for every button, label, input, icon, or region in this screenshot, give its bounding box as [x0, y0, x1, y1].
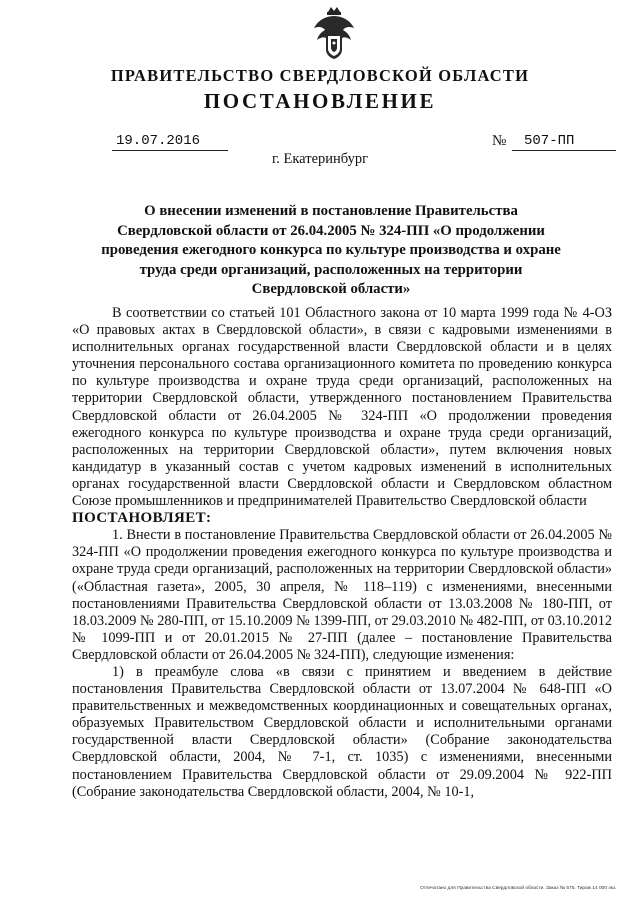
preamble-paragraph: В соответствии со статьей 101 Областного закона от 10 марта 1999 года № 4-ОЗ «О правовых актах в Свердловской области», в связи с кадровыми изменениями в исполнительных органах государственной власти Свердловской области и в целях уточнения персонального состава организационного комитета по проведению конкурса по культуре производства и охране труда среди организаций, расположенных на территории Свердловской области, утвержденного постановлением Правительства Свердловской области от 26.04.2005 № 324-ПП «О продолжении проведения ежегодного конкурса по культуре производства и охране труда среди организаций, расположенных на территории Свердловской области», путем включения новых кандидатур в указанный состав с учетом кадровых изменений в исполнительных органах государственной власти Свердловской области и Свердловском областном Союзе промышленников и предпринимателей Правительство Свердловской области	[72, 305, 612, 510]
item-1-paragraph: 1. Внести в постановление Правительства Свердловской области от 26.04.2005 № 324-ПП «О продолжении проведения ежегодного конкурса по культуре производства и охране труда среди организаций, расположенных на территории Свердловской области» («Областная газета», 2005, 30 апреля, № 118–119) с изменениями, внесенными постановлениями Правительства Свердловской области от 13.03.2008 № 180-ПП, от 18.03.2009 № 280-ПП, от 15.10.2009 № 1399-ПП, от 29.03.2010 № 482-ПП, от 03.10.2012 № 1099-ПП и от 20.01.2015 № 27-ПП (далее – постановление Правительства Свердловской области от 26.04.2005 № 324-ПП), следующие изменения:	[72, 527, 612, 663]
item-1-1-paragraph: 1) в преамбуле слова «в связи с принятием и введением в действие постановления Правительства Свердловской области от 13.07.2004 № 648-ПП «О правительственных и межведомственных координационных и совещательных органах, образуемых Правительством Свердловской области и исполнительными органами государственной власти Свердловской области» (Собрание законодательства Свердловской области, 2004, № 7-1, ст. 1035) с изменениями, внесенными постановлением Правительства Свердловской области от 29.09.2004 № 922-ПП (Собрание законодательства Свердловской области, 2004, № 10-1,	[72, 663, 612, 800]
document-heading: О внесении изменений в постановление Правительства Свердловской области от 26.04.2005 № 324-ПП «О продолжении проведения ежегодного конкурса по культуре производства и охране труда среди организаций, расположенных на территории Свердловской области»	[101, 203, 561, 297]
number-sign: №	[492, 133, 507, 149]
print-footer: Отпечатано для Правительства Свердловской области. Заказ № 575. Тираж 14 000 экз.	[420, 886, 617, 891]
document-type: ПОСТАНОВЛЕНИЕ	[203, 89, 437, 113]
document-number: 507-ПП	[512, 133, 616, 151]
decree-word: ПОСТАНОВЛЯЕТ:	[72, 510, 212, 527]
organization-title: ПРАВИТЕЛЬСТВО СВЕРДЛОВСКОЙ ОБЛАСТИ	[110, 66, 530, 85]
document-date: 19.07.2016	[112, 133, 228, 151]
coat-of-arms-icon	[312, 6, 356, 60]
document-city: г. Екатеринбург	[271, 151, 369, 167]
document-body	[72, 305, 612, 801]
